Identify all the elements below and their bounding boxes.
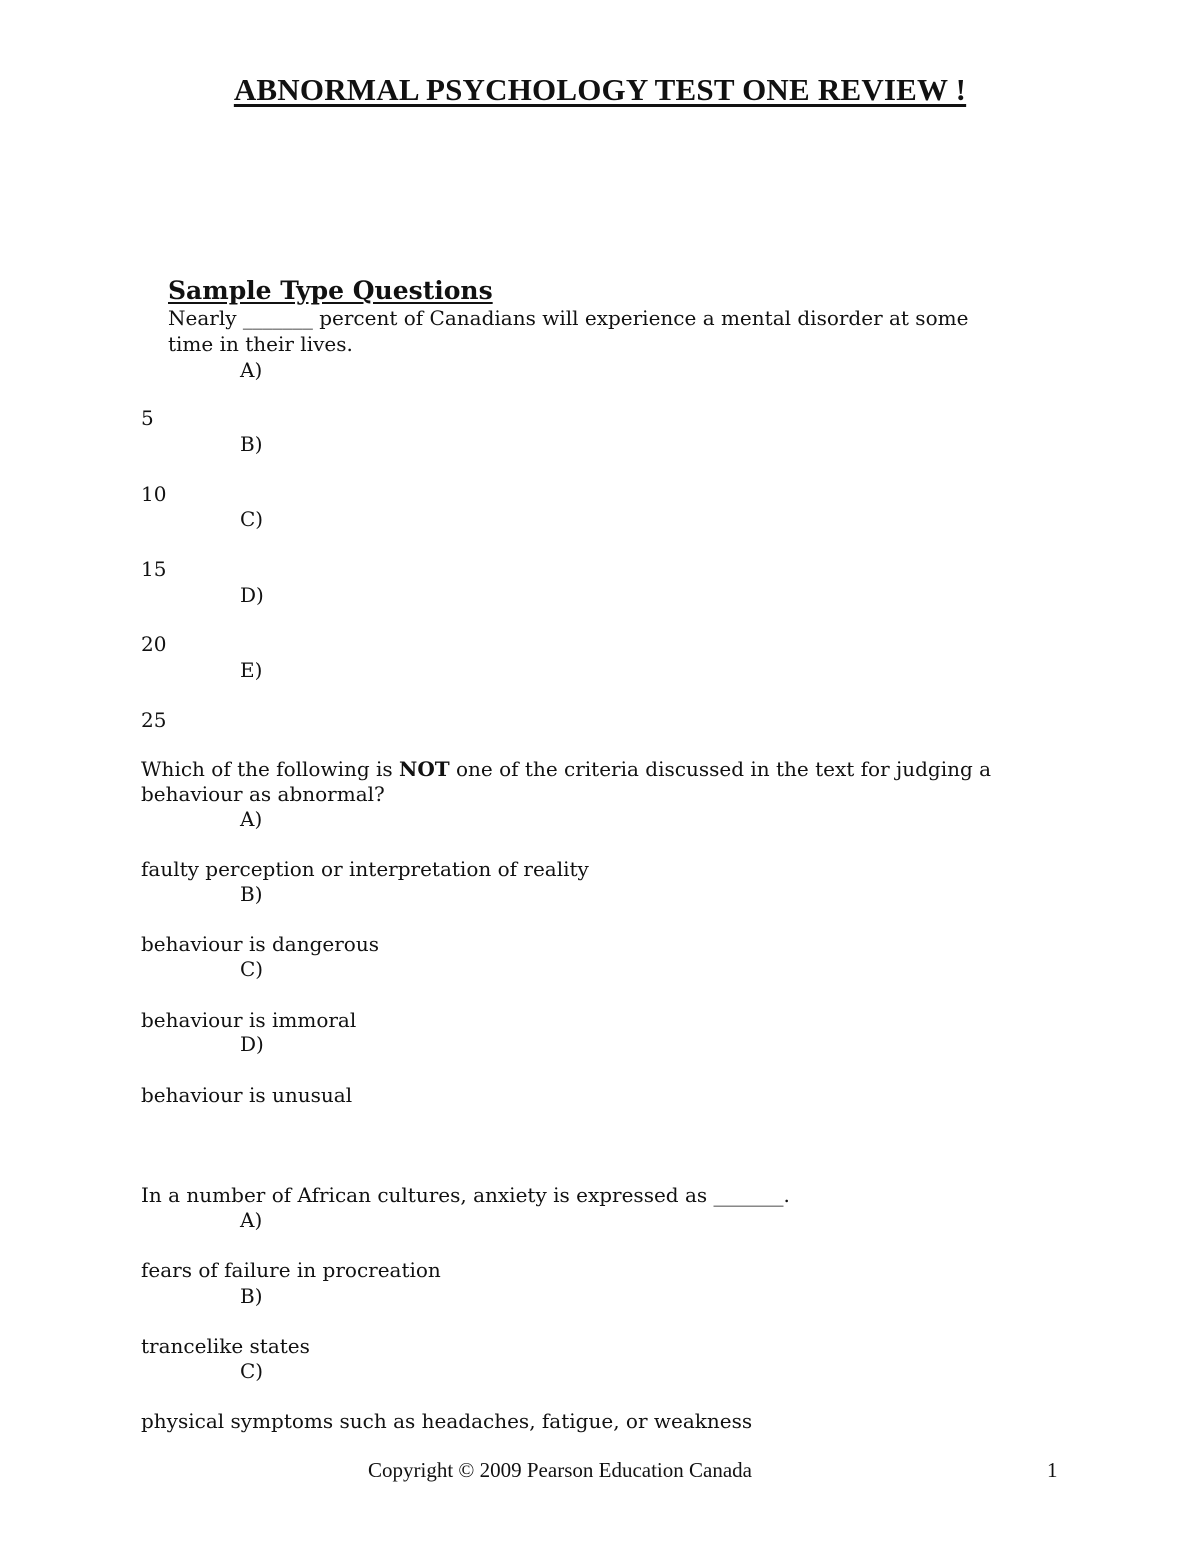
question-1-option-c-text: 15 xyxy=(141,557,167,581)
question-2-stem-emphasis: NOT xyxy=(399,757,450,781)
question-1-option-b-letter: B) xyxy=(240,432,263,456)
question-3-option-b-letter: B) xyxy=(240,1284,263,1308)
question-3-option-c-text: physical symptoms such as headaches, fatigue, or weakness xyxy=(141,1409,753,1433)
question-3-stem-line-1: In a number of African cultures, anxiety is expressed as _______. xyxy=(141,1183,790,1207)
question-1-option-d-text: 20 xyxy=(141,632,167,656)
question-1-option-a-text: 5 xyxy=(141,406,154,430)
question-1-option-b-text: 10 xyxy=(141,482,167,506)
question-2-option-a-text: faulty perception or interpretation of reality xyxy=(141,857,589,881)
footer-page-number: 1 xyxy=(1047,1458,1058,1482)
question-1-stem-line-2: time in their lives. xyxy=(168,332,353,356)
question-2-stem-line-1 xyxy=(141,757,991,782)
question-2-stem-line-2: behaviour as abnormal? xyxy=(141,782,385,806)
question-2-option-b-letter: B) xyxy=(240,882,263,906)
question-3-option-b-text: trancelike states xyxy=(141,1334,310,1358)
question-1-option-d-letter: D) xyxy=(240,583,264,607)
question-2-stem-after: one of the criteria discussed in the text for judging a xyxy=(449,757,992,781)
question-2-option-c-letter: C) xyxy=(240,957,264,981)
question-3-option-a-letter: A) xyxy=(240,1208,263,1232)
page-title: ABNORMAL PSYCHOLOGY TEST ONE REVIEW ! xyxy=(233,72,967,107)
question-2-option-d-letter: D) xyxy=(240,1032,264,1056)
footer-copyright: Copyright © 2009 Pearson Education Canada xyxy=(368,1458,752,1482)
question-2-option-a-letter: A) xyxy=(240,807,263,831)
question-2-stem-before: Which of the following is xyxy=(141,757,400,781)
question-2-option-d-text: behaviour is unusual xyxy=(141,1083,353,1107)
question-1-stem-line-1: Nearly _______ percent of Canadians will experience a mental disorder at some xyxy=(168,306,969,330)
section-heading: Sample Type Questions xyxy=(168,276,493,305)
question-1-option-a-letter: A) xyxy=(240,358,263,382)
question-3-option-a-text: fears of failure in procreation xyxy=(141,1258,441,1282)
question-1-option-e-text: 25 xyxy=(141,708,167,732)
question-1-option-e-letter: E) xyxy=(240,658,263,682)
question-1-option-c-letter: C) xyxy=(240,507,264,531)
question-3-option-c-letter: C) xyxy=(240,1359,264,1383)
question-2-option-c-text: behaviour is immoral xyxy=(141,1008,357,1032)
question-2-option-b-text: behaviour is dangerous xyxy=(141,932,379,956)
